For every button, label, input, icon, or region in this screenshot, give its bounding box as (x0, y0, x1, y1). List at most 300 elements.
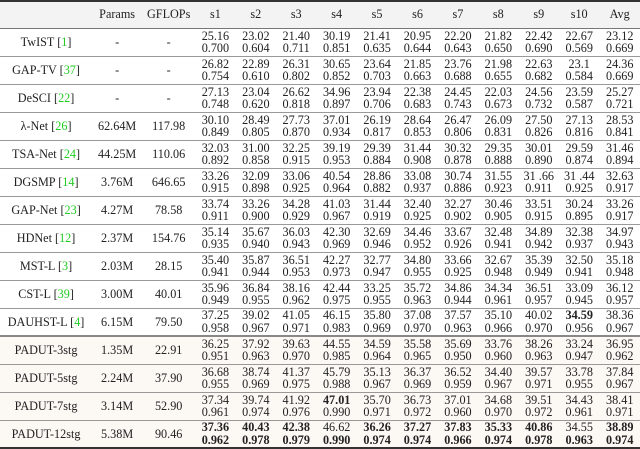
psnr-value: 23.12 (605, 28, 634, 43)
ssim-value: 0.669 (605, 41, 634, 55)
metric-cell (599, 84, 640, 112)
metric-cell (519, 168, 559, 196)
ssim-value: 0.894 (605, 153, 634, 167)
psnr-value: 30.32 (444, 140, 472, 155)
ssim-value: 0.925 (403, 209, 432, 223)
ssim-value: 0.962 (605, 349, 634, 364)
ssim-value: 0.969 (363, 320, 391, 335)
psnr-value: 36.68 (201, 364, 230, 379)
gflops-cell: 52.90 (154, 398, 183, 413)
psnr-value: 39.74 (242, 392, 270, 407)
ssim-value: 0.816 (565, 125, 593, 139)
psnr-value: 33.26 (242, 196, 270, 211)
ssim-value: 0.955 (403, 265, 432, 279)
metric-cell (519, 308, 559, 336)
metric-cell (236, 280, 276, 308)
metric-cell (276, 252, 316, 280)
psnr-value: 41.92 (282, 392, 310, 407)
ssim-value: 0.941 (484, 237, 513, 251)
method-label: GAP-TV (12, 62, 57, 77)
psnr-value: 32.48 (484, 224, 513, 239)
metric-cell (276, 168, 316, 196)
method-label: PADUT-7stg (14, 398, 78, 413)
metric-cell (316, 308, 356, 336)
method-name (0, 420, 92, 448)
ssim-value: 0.967 (484, 377, 513, 391)
ssim-value: 0.941 (565, 265, 593, 279)
table-row (0, 308, 640, 336)
ssim-value: 0.966 (484, 320, 513, 335)
ssim-value: 0.897 (322, 97, 351, 111)
method-label: HDNet (16, 230, 52, 245)
psnr-value: 27.13 (565, 112, 593, 127)
psnr-value: 26.31 (282, 56, 310, 71)
metric-cell (357, 308, 397, 336)
psnr-value: 34.28 (282, 196, 310, 211)
citation-link[interactable]: 37 (63, 62, 76, 77)
metric-cell (559, 140, 599, 168)
method-name: DGSMP [14] (13, 174, 79, 189)
psnr-value: 38.26 (525, 336, 553, 351)
ssim-value: 0.961 (565, 405, 593, 419)
ssim-value: 0.917 (605, 181, 634, 195)
psnr-value: 27.50 (525, 112, 553, 127)
ssim-value: 0.805 (242, 125, 270, 139)
psnr-value: 39.57 (525, 364, 553, 379)
params-cell: 4.27M (101, 202, 134, 217)
metric-cell (357, 140, 397, 168)
psnr-value: 35.39 (525, 252, 553, 267)
psnr-value: 31.00 (242, 140, 270, 155)
psnr-value: 36.26 (363, 420, 391, 435)
ssim-value: 0.974 (605, 432, 634, 447)
psnr-value: 40.02 (525, 308, 553, 323)
ssim-value: 0.700 (201, 41, 230, 55)
psnr-value: 42.27 (322, 252, 351, 267)
metric-cell (397, 196, 437, 224)
ssim-value: 0.940 (242, 237, 270, 251)
metric-cell (397, 140, 437, 168)
metric-cell (236, 420, 276, 448)
metric-cell (478, 308, 518, 336)
metric-cell (599, 168, 640, 196)
ssim-value: 0.925 (282, 181, 310, 195)
ssim-value: 0.902 (444, 209, 472, 223)
gflops-cell: - (166, 62, 171, 77)
psnr-value: 28.53 (605, 112, 634, 127)
gflops-cell: 117.98 (152, 118, 186, 133)
ssim-value: 0.967 (322, 209, 351, 223)
ssim-value: 0.682 (525, 69, 553, 83)
psnr-value: 36.52 (444, 364, 472, 379)
ssim-value: 0.963 (444, 320, 472, 335)
table-row (0, 84, 640, 112)
metric-cell (316, 112, 356, 140)
method-name (0, 364, 92, 392)
metric-cell (316, 140, 356, 168)
ssim-value: 0.818 (282, 97, 310, 111)
psnr-value: 23.1 (568, 56, 590, 71)
psnr-value: 23.94 (363, 84, 391, 99)
metric-cell (276, 140, 316, 168)
psnr-value: 34.40 (484, 364, 513, 379)
metric-cell (559, 84, 599, 112)
metric-cell (478, 420, 518, 448)
params-cell: 62.64M (97, 118, 137, 133)
gflops-cell: 646.65 (151, 174, 186, 189)
psnr-value: 22.38 (403, 84, 432, 99)
metric-cell (276, 84, 316, 112)
metric-cell (276, 364, 316, 392)
ssim-value: 0.721 (605, 97, 634, 111)
params-cell: 44.25M (97, 146, 137, 161)
ssim-value: 0.945 (565, 293, 593, 307)
metric-cell (195, 168, 235, 196)
params-cell: 1.35M (101, 343, 134, 357)
psnr-value: 35.80 (363, 308, 391, 323)
metric-cell (478, 84, 518, 112)
metric-cell (357, 252, 397, 280)
ssim-value: 0.969 (403, 377, 432, 391)
psnr-value: 37.36 (201, 420, 230, 435)
metric-cell (559, 196, 599, 224)
table-row (0, 140, 640, 168)
ssim-value: 0.985 (322, 349, 351, 364)
psnr-value: 36.12 (605, 280, 634, 295)
metric-cell (519, 420, 559, 448)
metric-cell (559, 168, 599, 196)
ssim-value: 0.890 (525, 153, 553, 167)
citation-link[interactable]: 3 (62, 258, 69, 273)
metric-cell (438, 168, 478, 196)
ssim-value: 0.960 (484, 349, 513, 364)
ssim-value: 0.732 (525, 97, 553, 111)
metric-cell (357, 196, 397, 224)
citation-link[interactable]: 26 (55, 118, 68, 133)
ssim-value: 0.643 (444, 41, 472, 55)
gflops-cell: 28.15 (154, 258, 183, 273)
psnr-value: 24.56 (525, 84, 553, 99)
psnr-value: 33.76 (484, 336, 513, 351)
ssim-value: 0.963 (403, 293, 432, 307)
psnr-value: 32.09 (242, 168, 270, 183)
psnr-value: 31 .66 (523, 168, 554, 183)
ssim-value: 0.673 (484, 97, 513, 111)
psnr-value: 35.40 (201, 252, 230, 267)
psnr-value: 34.96 (322, 84, 351, 99)
metric-cell (559, 308, 599, 336)
ssim-value: 0.915 (201, 181, 230, 195)
params-cell: 5.38M (101, 426, 134, 441)
psnr-value: 32.40 (403, 196, 432, 211)
method-name: DeSCI [22] (17, 90, 75, 105)
metric-cell (397, 28, 437, 56)
psnr-value: 33.74 (201, 196, 230, 211)
psnr-value: 23.76 (444, 56, 472, 71)
ssim-value: 0.953 (322, 153, 351, 167)
metric-cell (397, 252, 437, 280)
metric-cell (236, 336, 276, 364)
metric-cell (195, 392, 235, 420)
ssim-value: 0.943 (282, 237, 310, 251)
ssim-value: 0.870 (282, 125, 310, 139)
metric-cell (478, 364, 518, 392)
psnr-value: 30.46 (484, 196, 513, 211)
metric-cell (357, 28, 397, 56)
ssim-value: 0.610 (242, 69, 270, 83)
metric-cell (357, 84, 397, 112)
metric-cell (519, 84, 559, 112)
psnr-value: 23.04 (242, 84, 270, 99)
psnr-value: 32.38 (565, 224, 593, 239)
psnr-value: 37.01 (444, 392, 472, 407)
ssim-value: 0.892 (201, 153, 230, 167)
psnr-value: 39.51 (525, 392, 553, 407)
metric-cell (599, 420, 640, 448)
method-name: DAUHST-L [4] (7, 314, 85, 329)
citation-link[interactable]: 14 (62, 174, 75, 189)
psnr-value: 22.20 (444, 28, 472, 43)
psnr-value: 34.80 (403, 252, 432, 267)
ssim-value: 0.911 (201, 209, 229, 223)
ssim-value: 0.955 (242, 293, 270, 307)
ssim-value: 0.966 (444, 432, 472, 447)
metric-cell (559, 252, 599, 280)
metric-cell (316, 420, 356, 448)
ssim-value: 0.908 (403, 153, 432, 167)
metric-cell (276, 56, 316, 84)
psnr-value: 30.24 (565, 196, 593, 211)
ssim-value: 0.919 (363, 209, 391, 223)
psnr-value: 24.36 (605, 56, 634, 71)
psnr-value: 33.78 (565, 364, 593, 379)
metric-cell (438, 252, 478, 280)
psnr-value: 21.82 (484, 28, 513, 43)
citation-link[interactable]: 1 (61, 34, 68, 49)
column-header: s9 (533, 7, 545, 22)
ssim-value: 0.967 (363, 377, 391, 391)
metric-cell (357, 224, 397, 252)
metric-cell (519, 28, 559, 56)
column-header: s4 (331, 7, 343, 22)
metric-cell (559, 28, 599, 56)
citation-link[interactable]: 23 (64, 202, 77, 217)
psnr-value: 34.43 (565, 392, 593, 407)
psnr-value: 33.24 (565, 336, 593, 351)
psnr-value: 37.08 (403, 308, 432, 323)
psnr-value: 37.84 (605, 364, 634, 379)
ssim-value: 0.974 (363, 432, 391, 447)
table-row (0, 168, 640, 196)
psnr-value: 37.34 (201, 392, 230, 407)
psnr-value: 38.74 (242, 364, 270, 379)
metric-cell (559, 56, 599, 84)
psnr-value: 35.33 (484, 420, 513, 435)
psnr-value: 44.55 (322, 336, 351, 351)
ssim-value: 0.711 (282, 41, 310, 55)
metric-cell (397, 224, 437, 252)
metric-cell (276, 280, 316, 308)
ssim-value: 0.915 (282, 153, 310, 167)
gflops-cell: 90.46 (154, 426, 183, 441)
metric-cell (236, 84, 276, 112)
metric-cell (519, 224, 559, 252)
column-header: s1 (209, 7, 221, 22)
table-row (0, 420, 640, 448)
table-row (0, 336, 640, 364)
citation-link[interactable]: 24 (63, 146, 76, 161)
psnr-value: 46.15 (322, 308, 351, 323)
citation-link[interactable]: 22 (58, 90, 71, 105)
psnr-value: 33.26 (605, 196, 634, 211)
ssim-value: 0.944 (444, 293, 472, 307)
method-label: TwIST (20, 34, 55, 49)
method-label: CST-L (18, 286, 51, 301)
metric-cell (195, 252, 235, 280)
ssim-value: 0.944 (242, 265, 270, 279)
ssim-value: 0.957 (605, 293, 634, 307)
metric-cell (519, 392, 559, 420)
method-name: λ-Net [26] (20, 118, 72, 133)
metric-cell (559, 280, 599, 308)
metric-cell (438, 28, 478, 56)
ssim-value: 0.925 (444, 265, 472, 279)
ssim-value: 0.983 (322, 320, 351, 335)
psnr-value: 35.13 (363, 364, 391, 379)
method-name: GAP-Net [23] (11, 202, 81, 217)
metric-cell (357, 364, 397, 392)
psnr-value: 23.59 (565, 84, 593, 99)
ssim-value: 0.748 (201, 97, 230, 111)
gflops-cell: 78.58 (154, 202, 183, 217)
citation-link[interactable]: 12 (59, 230, 72, 245)
psnr-value: 30.65 (322, 56, 351, 71)
metric-cell (599, 280, 640, 308)
params-cell: 2.03M (101, 258, 134, 273)
metric-cell (478, 140, 518, 168)
params-cell: 2.24M (101, 370, 134, 385)
ssim-value: 0.962 (201, 432, 230, 447)
psnr-value: 28.86 (363, 168, 391, 183)
metric-cell (599, 112, 640, 140)
psnr-value: 31.46 (605, 140, 634, 155)
ssim-value: 0.584 (565, 69, 593, 83)
ssim-value: 0.926 (444, 237, 472, 251)
metric-cell (357, 168, 397, 196)
psnr-value: 38.89 (605, 420, 634, 435)
psnr-value: 35.72 (403, 280, 432, 295)
metric-cell (599, 336, 640, 364)
metric-cell (438, 280, 478, 308)
method-label: DGSMP (13, 174, 56, 189)
metric-cell (316, 84, 356, 112)
method-name (0, 392, 92, 420)
citation-link[interactable]: 4 (74, 314, 81, 329)
psnr-value: 22.42 (525, 28, 553, 43)
ssim-value: 0.569 (565, 41, 593, 55)
metric-cell (195, 336, 235, 364)
ssim-value: 0.683 (403, 97, 432, 111)
psnr-value: 31 .44 (563, 168, 595, 183)
ssim-value: 0.963 (242, 349, 270, 364)
metric-cell (397, 280, 437, 308)
psnr-value: 35.58 (403, 336, 432, 351)
ssim-value: 0.886 (444, 181, 472, 195)
psnr-value: 33.06 (282, 168, 310, 183)
psnr-value: 25.27 (605, 84, 634, 99)
ssim-value: 0.826 (525, 125, 553, 139)
metric-cell (236, 168, 276, 196)
metric-cell (397, 392, 437, 420)
ssim-value: 0.967 (605, 320, 634, 335)
table-row (0, 56, 640, 84)
metric-cell (599, 252, 640, 280)
params-cell: 3.00M (101, 286, 134, 301)
psnr-value: 35.14 (201, 224, 230, 239)
psnr-value: 23.64 (363, 56, 391, 71)
psnr-value: 31.44 (403, 140, 432, 155)
table-row (0, 28, 640, 56)
metric-cell (195, 364, 235, 392)
psnr-value: 26.09 (484, 112, 513, 127)
psnr-value: 37.92 (242, 336, 270, 351)
psnr-value: 22.89 (242, 56, 270, 71)
metric-cell (438, 364, 478, 392)
table-row (0, 252, 640, 280)
psnr-value: 37.83 (444, 420, 472, 435)
metric-cell (519, 196, 559, 224)
metric-cell (195, 280, 235, 308)
ssim-value: 0.964 (322, 181, 351, 195)
ssim-value: 0.990 (322, 405, 351, 419)
metric-cell (478, 196, 518, 224)
ssim-value: 0.953 (282, 265, 310, 279)
method-label: DAUHST-L (7, 314, 68, 329)
ssim-value: 0.688 (444, 69, 472, 83)
method-name: CST-L [39] (18, 286, 74, 301)
psnr-value: 32.03 (201, 140, 230, 155)
psnr-value: 20.95 (403, 28, 432, 43)
ssim-value: 0.969 (322, 237, 351, 251)
ssim-value: 0.620 (242, 97, 270, 111)
ssim-value: 0.947 (565, 349, 593, 364)
psnr-value: 37.27 (403, 420, 432, 435)
table-row (0, 224, 640, 252)
ssim-value: 0.895 (565, 209, 593, 223)
ssim-value: 0.963 (525, 349, 553, 364)
method-label: PADUT-12stg (11, 426, 81, 441)
citation-link[interactable]: 39 (57, 286, 70, 301)
metric-cell (316, 252, 356, 280)
metric-cell (599, 392, 640, 420)
psnr-value: 27.13 (201, 84, 230, 99)
ssim-value: 0.831 (484, 125, 513, 139)
psnr-value: 38.36 (605, 308, 634, 323)
ssim-value: 0.963 (565, 432, 593, 447)
psnr-value: 21.41 (363, 28, 391, 43)
ssim-value: 0.975 (322, 293, 351, 307)
ssim-value: 0.951 (201, 349, 230, 364)
ssim-value: 0.937 (403, 181, 432, 195)
ssim-value: 0.604 (242, 41, 270, 55)
metric-cell (599, 28, 640, 56)
metric-cell (559, 392, 599, 420)
psnr-value: 27.73 (282, 112, 310, 127)
metric-cell (236, 224, 276, 252)
gflops-cell: 154.76 (151, 230, 186, 245)
metric-cell (316, 224, 356, 252)
metric-cell (316, 392, 356, 420)
